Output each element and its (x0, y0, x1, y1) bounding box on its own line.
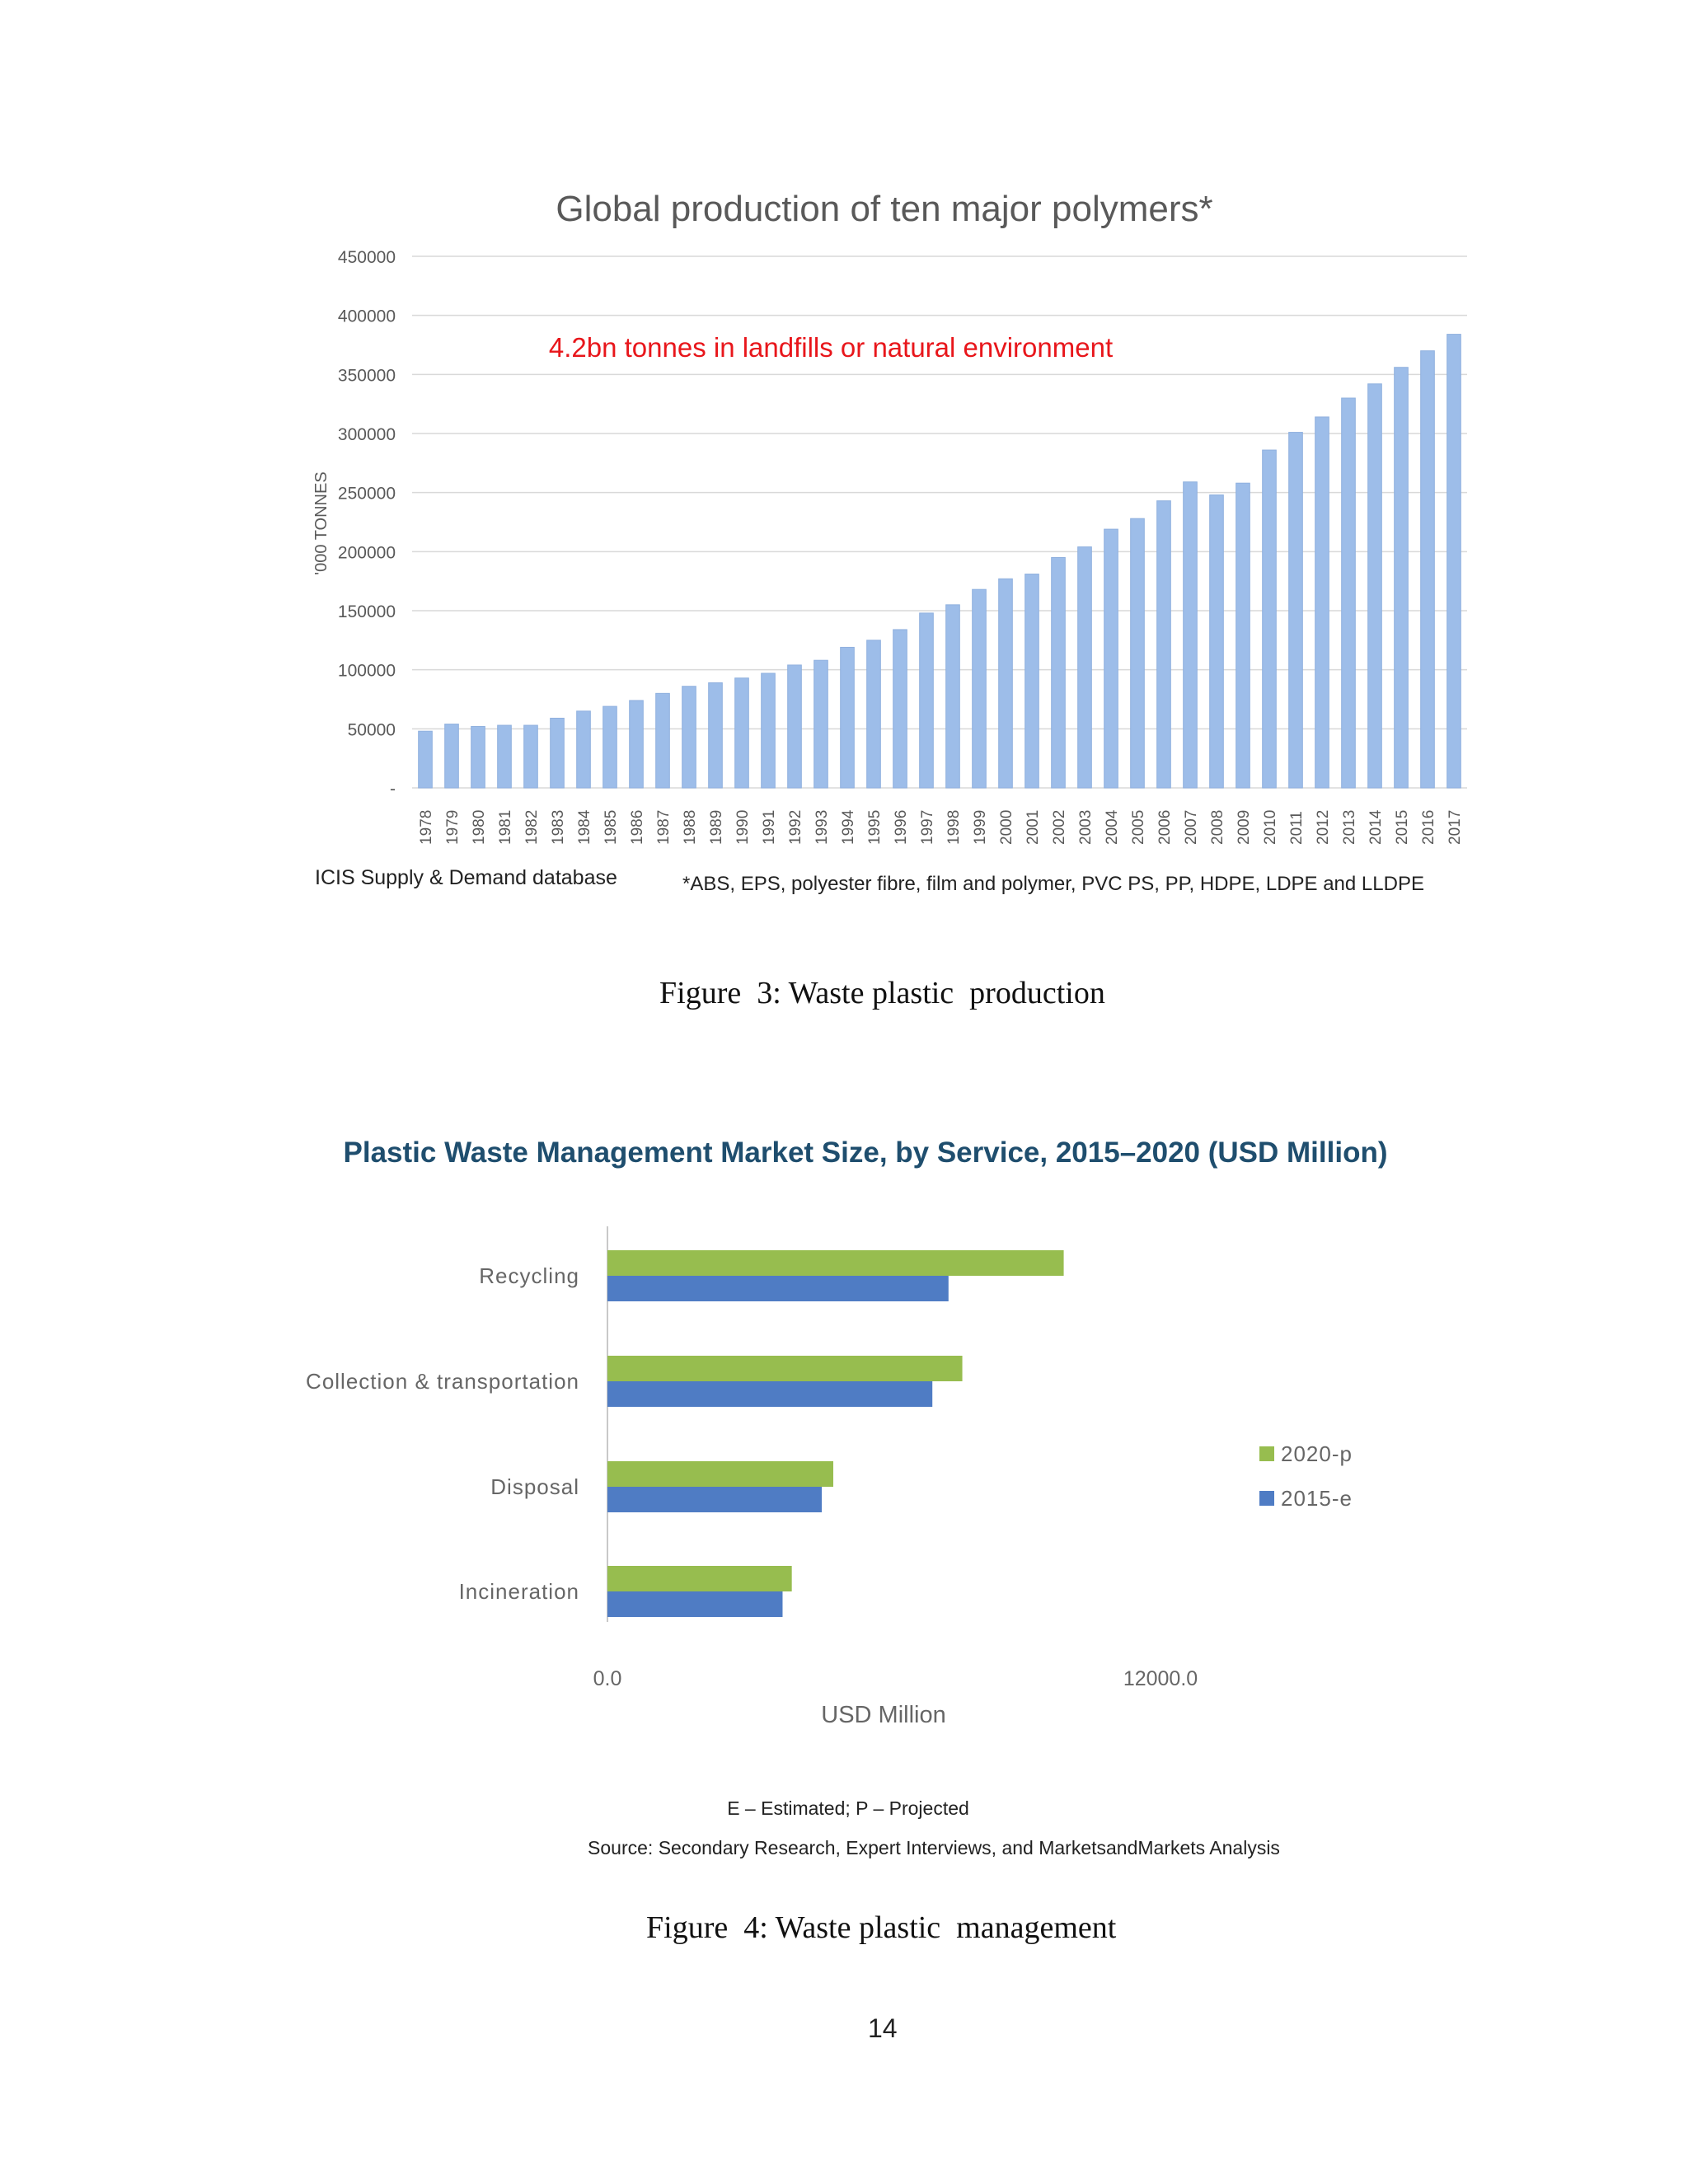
chart1-x-tick-label: 2002 (1051, 809, 1068, 845)
chart2-bar (607, 1566, 792, 1591)
chart1-y-tick-label: 100000 (337, 661, 396, 681)
chart2-title: Plastic Waste Management Market Size, by Service, 2015–2020 (USD Million) (343, 1137, 1388, 1169)
chart1-x-tick-label: 1980 (471, 809, 488, 845)
chart1-y-tick-label: 400000 (337, 307, 396, 326)
chart2-x-tick-label: 0.0 (593, 1667, 622, 1690)
chart2-bar (607, 1487, 822, 1512)
chart1-y-tick-label: 300000 (337, 425, 396, 444)
chart1-y-tick-label: 450000 (337, 248, 396, 267)
chart1-y-tick-label: 150000 (337, 602, 396, 621)
chart2-category-label: Disposal (490, 1474, 579, 1499)
chart2-category-label: Incineration (458, 1579, 579, 1604)
chart2-category-label: Recycling (479, 1263, 579, 1288)
chart2-x-tick-label: 12000.0 (1123, 1667, 1198, 1690)
chart2-category-labels (306, 1263, 579, 1604)
chart1-source: ICIS Supply & Demand database (315, 866, 617, 889)
chart2-source: Source: Secondary Research, Expert Interviews, and MarketsandMarkets Analysis (588, 1837, 1280, 1858)
chart1-x-tick-label: 1996 (893, 809, 910, 845)
chart1-x-tick-label: 1981 (497, 809, 514, 845)
chart1-x-tick-label: 1985 (603, 809, 620, 845)
chart2-note: E – Estimated; P – Projected (727, 1797, 969, 1819)
chart2-bar (607, 1356, 963, 1381)
chart2-bar (607, 1276, 949, 1301)
chart2-bar (607, 1461, 833, 1487)
chart1-x-tick-label: 1998 (945, 809, 963, 845)
figure-4-caption: Figure 4: Waste plastic management (646, 1910, 1117, 1945)
chart1-x-tick-label: 2008 (1209, 809, 1226, 845)
chart2-category-label: Collection & transportation (306, 1369, 579, 1394)
chart1-x-tick-label: 1999 (972, 809, 989, 845)
chart1-y-tick-label: 50000 (347, 720, 396, 740)
chart1-y-tick-label: 350000 (337, 366, 396, 386)
chart1-x-tick-label: 2009 (1236, 809, 1253, 845)
chart2-bars (607, 1250, 1064, 1617)
figure-3-caption: Figure 3: Waste plastic production (659, 976, 1105, 1010)
chart1-x-tick-label: 2005 (1130, 809, 1147, 845)
chart1-x-tick-label: 1991 (761, 809, 778, 845)
chart1-y-tick-label: - (390, 780, 396, 799)
chart1-footnote: *ABS, EPS, polyester fibre, film and polymer, PVC PS, PP, HDPE, LDPE and LLDPE (682, 873, 1424, 895)
chart2-bar (607, 1381, 932, 1407)
chart1-x-tick-label: 2010 (1262, 809, 1279, 845)
chart1-x-tick-label: 1994 (840, 809, 857, 845)
chart1-x-tick-label: 2017 (1447, 809, 1464, 845)
chart1-x-tick-label: 1993 (814, 809, 831, 845)
chart2-legend (1259, 1441, 1353, 1511)
chart1-x-tick-label: 2006 (1156, 809, 1174, 845)
chart1-x-tick-label: 2015 (1394, 809, 1411, 845)
chart1-title: Global production of ten major polymers* (556, 189, 1213, 229)
chart2-bar (607, 1250, 1064, 1276)
chart1-x-tick-label: 1979 (444, 809, 462, 845)
chart1-x-tick-label: 2004 (1104, 809, 1121, 845)
chart1-x-tick-label: 1978 (418, 809, 435, 845)
chart2-legend-label: 2015-e (1281, 1486, 1353, 1511)
chart1-x-tick-label: 1983 (550, 809, 567, 845)
chart1-x-tick-label: 2000 (998, 809, 1015, 845)
chart2-legend-swatch (1259, 1446, 1274, 1461)
chart1-y-tick-label: 250000 (337, 484, 396, 504)
chart1-x-tick-label: 2013 (1341, 809, 1358, 845)
chart1-y-tick-label: 200000 (337, 543, 396, 563)
chart2-bar (607, 1591, 782, 1617)
chart1-x-tick-label: 1989 (708, 809, 725, 845)
chart1-y-axis-label: '000 TONNES (312, 471, 331, 575)
chart1-x-tick-label: 1987 (655, 809, 673, 845)
chart1-x-tick-label: 2011 (1288, 811, 1306, 845)
chart1-x-tick-label: 1986 (629, 809, 646, 845)
chart1-x-tick-label: 1997 (919, 809, 936, 845)
chart1-x-tick-label: 1990 (734, 809, 752, 845)
chart2-legend-label: 2020-p (1281, 1441, 1353, 1466)
chart1-x-tick-label: 2014 (1367, 809, 1385, 845)
chart1-x-tick-label: 2007 (1183, 809, 1200, 845)
chart1-x-tick-label: 2003 (1077, 809, 1095, 845)
chart1-x-tick-label: 1995 (866, 809, 884, 845)
chart2-x-axis-label: USD Million (821, 1702, 946, 1728)
chart1-x-tick-label: 2001 (1025, 809, 1042, 845)
chart2-legend-swatch (1259, 1491, 1274, 1506)
chart1-x-tick-label: 1992 (787, 809, 804, 845)
chart1-x-tick-label: 1982 (523, 809, 541, 845)
chart1-x-tick-label: 2012 (1315, 809, 1332, 845)
chart1-annotation: 4.2bn tonnes in landfills or natural environment (548, 332, 1114, 363)
page-number: 14 (868, 2013, 898, 2043)
chart1-x-tick-label: 1984 (576, 809, 593, 845)
chart1-x-tick-label: 2016 (1420, 809, 1437, 845)
chart2-x-ticks (593, 1667, 1198, 1690)
chart1-x-tick-label: 1988 (682, 809, 699, 845)
